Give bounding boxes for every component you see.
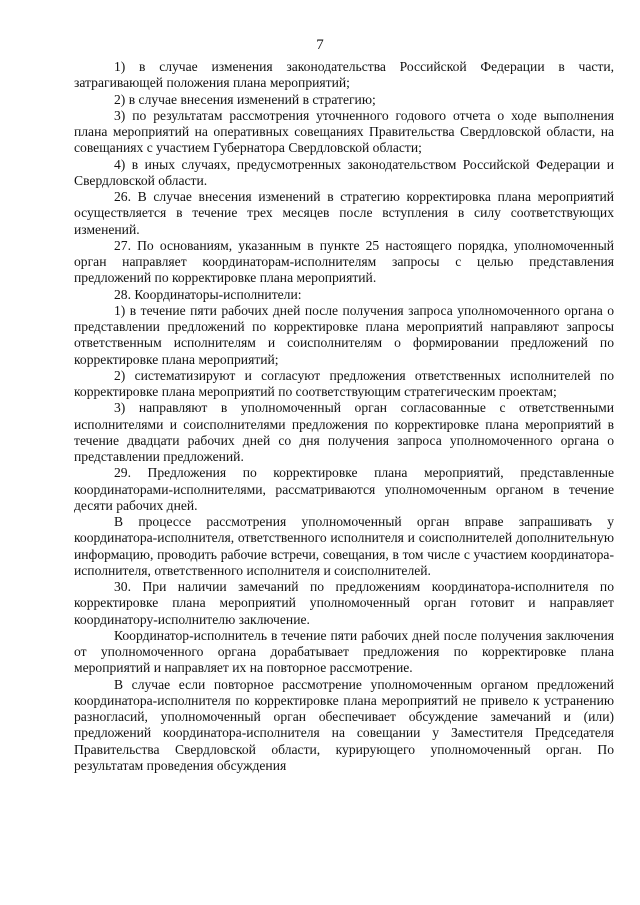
paragraph: Координатор-исполнитель в течение пяти рабочих дней после получения заключения от уполномоченного органа дорабатывает предложения по корректировке плана мероприятий и направляет их на повторное рассмотрение. (74, 627, 614, 676)
paragraph: 3) по результатам рассмотрения уточненного годового отчета о ходе выполнения плана мероприятий на оперативных совещаниях Правительства Свердловской области, на совещаниях с участием Губернатора Свердловской области; (74, 107, 614, 156)
paragraph: 4) в иных случаях, предусмотренных законодательством Российской Федерации и Свердловской области. (74, 156, 614, 188)
paragraph: 27. По основаниям, указанным в пункте 25 настоящего порядка, уполномоченный орган направляет координаторам-исполнителям запросы с целью представления предложений по корректировке плана мероприятий. (74, 237, 614, 286)
paragraph: 30. При наличии замечаний по предложениям координатора-исполнителя по корректировке плана мероприятий уполномоченный орган готовит и направляет координатору-исполнителю заключение. (74, 579, 614, 627)
paragraph: В случае если повторное рассмотрение уполномоченным органом предложений координатора-исполнителя по корректировке плана мероприятий не привело к устранению разногласий, уполномоченный орган обеспечивает обсуждение замечаний и (или) предложений координатора-исполнителя на совещании у Заместителя Председателя Правительства Свердловской области, курирующего уполномоченный орган. По результатам проведения обсуждения (74, 676, 614, 773)
paragraph: 29. Предложения по корректировке плана мероприятий, представленные координаторами-исполнителями, рассматриваются уполномоченным органом в течение десяти рабочих дней. (74, 465, 614, 513)
body-text (74, 59, 614, 774)
paragraph: 2) систематизируют и согласуют предложения ответственных исполнителей по корректировке плана мероприятий по соответствующим стратегическим проектам; (74, 367, 614, 399)
paragraph: 26. В случае внесения изменений в стратегию корректировка плана мероприятий осуществляется в течение трех месяцев после вступления в силу соответствующих изменений. (74, 189, 614, 237)
page-number: 7 (316, 37, 324, 53)
paragraph: 28. Координаторы-исполнители: (114, 286, 302, 302)
paragraph: 3) направляют в уполномоченный орган согласованные с ответственными исполнителями и соисполнителями предложения по корректировке плана мероприятий в течение двадцати рабочих дней со дня получения запроса уполномоченного органа о представлении предложений. (74, 400, 614, 464)
paragraph: 2) в случае внесения изменений в стратегию; (114, 91, 376, 107)
paragraph: 1) в течение пяти рабочих дней после получения запроса уполномоченного органа о представлении предложений по корректировке плана мероприятий направляют запросы ответственным исполнителям и соисполнителям о формировании предложений по корректировке плана мероприятий; (74, 302, 614, 367)
paragraph: 1) в случае изменения законодательства Российской Федерации в части, затрагивающей положения плана мероприятий; (74, 59, 614, 91)
paragraph: В процессе рассмотрения уполномоченный орган вправе запрашивать у координатора-исполнителя, ответственного исполнителя и соисполнителей дополнительную информацию, проводить рабочие встречи, совещания, в том числе с участием координатора-исполнителя, ответственного исполнителя и соисполнителей. (74, 514, 614, 578)
